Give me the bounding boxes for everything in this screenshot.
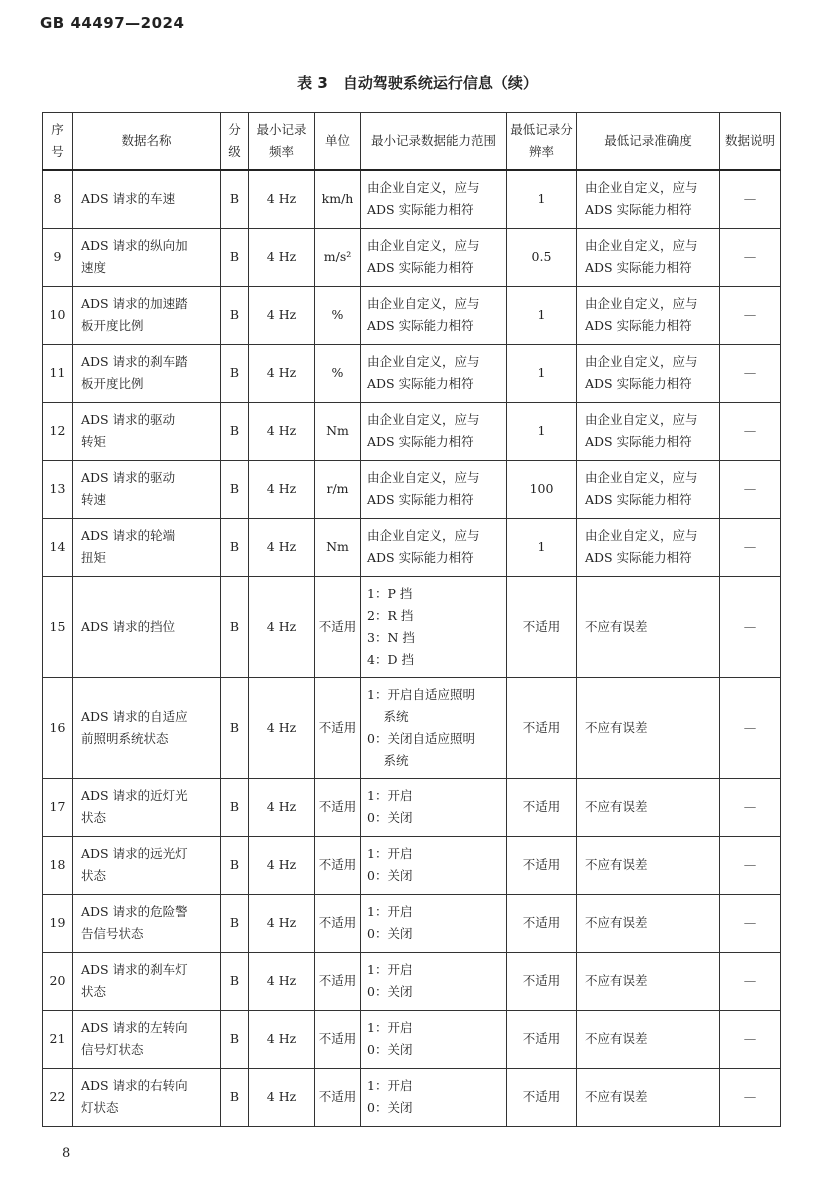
cell-name-line: ADS 请求的车速: [81, 191, 176, 207]
cell-resolution: 不适用: [507, 894, 577, 952]
cell-freq: 4 Hz: [249, 778, 315, 836]
cell-no: 17: [43, 778, 73, 836]
cell-level: B: [221, 576, 249, 677]
cell-freq: 4 Hz: [249, 460, 315, 518]
table-row: [43, 894, 781, 952]
cell-name-line: ADS 请求的远光灯: [81, 846, 188, 861]
cell-no: 10: [43, 286, 73, 344]
table-row: [43, 402, 781, 460]
cell-level: B: [221, 778, 249, 836]
cell-unit: %: [315, 344, 361, 402]
cell-freq: 4 Hz: [249, 228, 315, 286]
cell-accuracy: [577, 894, 720, 952]
cell-range-line: 0：关闭自适应照明: [367, 730, 475, 746]
cell-name-line: ADS 请求的自适应: [81, 708, 188, 724]
cell-range-line: ADS 实际能力相符: [367, 376, 474, 391]
cell-freq: 4 Hz: [249, 286, 315, 344]
cell-level: B: [221, 402, 249, 460]
cell-range: [361, 894, 507, 952]
cell-note: —: [720, 344, 781, 402]
cell-accuracy-line: ADS 实际能力相符: [585, 202, 692, 218]
cell-accuracy-line: 由企业自定义，应与: [585, 412, 698, 427]
cell-range-line: 1：开启: [367, 846, 413, 861]
cell-accuracy-line: ADS 实际能力相符: [585, 434, 692, 449]
cell-resolution: 不适用: [507, 952, 577, 1010]
cell-note: —: [720, 952, 781, 1010]
cell-range: [361, 576, 507, 677]
cell-resolution: 1: [507, 170, 577, 228]
standard-code: GB 44497—2024: [40, 14, 185, 32]
cell-freq: 4 Hz: [249, 344, 315, 402]
cell-level: B: [221, 1010, 249, 1068]
cell-name-line: 扭矩: [81, 550, 107, 565]
cell-no: 8: [43, 170, 73, 228]
cell-accuracy-line: 不应有误差: [585, 799, 648, 814]
cell-level: B: [221, 170, 249, 228]
table-row: [43, 286, 781, 344]
cell-name: [73, 576, 221, 677]
page-number: 8: [62, 1146, 71, 1161]
cell-no: 15: [43, 576, 73, 677]
cell-name-line: 板开度比例: [81, 318, 144, 333]
table-row: [43, 518, 781, 576]
cell-accuracy: [577, 952, 720, 1010]
cell-unit: Nm: [315, 402, 361, 460]
cell-resolution: 不适用: [507, 1010, 577, 1068]
cell-range: [361, 286, 507, 344]
cell-accuracy: [577, 1068, 720, 1126]
cell-accuracy-line: ADS 实际能力相符: [585, 492, 692, 507]
cell-no: 9: [43, 228, 73, 286]
cell-accuracy-line: ADS 实际能力相符: [585, 318, 692, 333]
cell-range-line: 由企业自定义，应与: [367, 238, 480, 253]
cell-accuracy-line: ADS 实际能力相符: [585, 376, 692, 391]
cell-range-line: 0：关闭: [367, 868, 413, 883]
cell-range-line: 1：开启: [367, 788, 413, 803]
col-header-level: 分级: [221, 113, 249, 171]
cell-name: [73, 518, 221, 576]
cell-no: 20: [43, 952, 73, 1010]
table-row: [43, 1068, 781, 1126]
table-row: [43, 576, 781, 677]
cell-freq: 4 Hz: [249, 677, 315, 778]
cell-name-line: ADS 请求的近灯光: [81, 788, 188, 803]
cell-accuracy-line: 不应有误差: [585, 1031, 648, 1046]
cell-freq: 4 Hz: [249, 170, 315, 228]
cell-accuracy-line: ADS 实际能力相符: [585, 550, 692, 565]
table-row: [43, 170, 781, 228]
cell-range-line: 1：开启: [367, 904, 413, 919]
cell-unit: 不适用: [315, 677, 361, 778]
cell-unit: r/m: [315, 460, 361, 518]
cell-range-line: 1：P 挡: [367, 585, 413, 601]
cell-level: B: [221, 518, 249, 576]
cell-range-line: 由企业自定义，应与: [367, 296, 480, 311]
cell-note: —: [720, 1068, 781, 1126]
cell-name: [73, 952, 221, 1010]
cell-name-line: 前照明系统状态: [81, 730, 169, 746]
table-row: [43, 460, 781, 518]
cell-name-line: ADS 请求的驱动: [81, 412, 176, 427]
cell-range-line: ADS 实际能力相符: [367, 492, 474, 507]
cell-resolution: 不适用: [507, 576, 577, 677]
cell-range: [361, 402, 507, 460]
table-row: [43, 836, 781, 894]
cell-note: —: [720, 1010, 781, 1068]
cell-accuracy-line: 不应有误差: [585, 915, 648, 930]
table-header-row: [43, 113, 781, 171]
cell-accuracy-line: 由企业自定义，应与: [585, 180, 698, 196]
cell-range-line: ADS 实际能力相符: [367, 260, 474, 275]
col-header-resolution: 最低记录分辨率: [507, 113, 577, 171]
cell-level: B: [221, 836, 249, 894]
cell-accuracy-line: 不应有误差: [585, 857, 648, 872]
table-body: [43, 170, 781, 1126]
cell-accuracy-line: 不应有误差: [585, 618, 648, 634]
cell-range-line: 0：关闭: [367, 1100, 413, 1115]
cell-range-line: 由企业自定义，应与: [367, 180, 480, 196]
cell-unit: 不适用: [315, 576, 361, 677]
cell-unit: 不适用: [315, 836, 361, 894]
cell-name-line: 告信号状态: [81, 926, 144, 941]
cell-range: [361, 952, 507, 1010]
table-row: [43, 778, 781, 836]
table-row: [43, 677, 781, 778]
cell-freq: 4 Hz: [249, 952, 315, 1010]
cell-accuracy: [577, 677, 720, 778]
cell-level: B: [221, 1068, 249, 1126]
cell-name-line: ADS 请求的左转向: [81, 1020, 188, 1035]
cell-no: 14: [43, 518, 73, 576]
cell-name-line: ADS 请求的刹车踏: [81, 354, 188, 369]
cell-accuracy: [577, 228, 720, 286]
cell-name: [73, 170, 221, 228]
cell-name: [73, 344, 221, 402]
cell-accuracy: [577, 460, 720, 518]
cell-accuracy: [577, 576, 720, 677]
cell-name-line: ADS 请求的轮端: [81, 528, 176, 543]
cell-no: 19: [43, 894, 73, 952]
cell-note: —: [720, 402, 781, 460]
col-header-accuracy: 最低记录准确度: [577, 113, 720, 171]
cell-name: [73, 677, 221, 778]
cell-name-line: 转矩: [81, 434, 107, 449]
cell-accuracy: [577, 836, 720, 894]
cell-range: [361, 677, 507, 778]
cell-accuracy: [577, 778, 720, 836]
cell-resolution: 0.5: [507, 228, 577, 286]
cell-name: [73, 286, 221, 344]
cell-note: —: [720, 778, 781, 836]
cell-resolution: 100: [507, 460, 577, 518]
cell-note: —: [720, 286, 781, 344]
cell-freq: 4 Hz: [249, 518, 315, 576]
cell-resolution: 1: [507, 344, 577, 402]
cell-unit: 不适用: [315, 952, 361, 1010]
cell-name: [73, 460, 221, 518]
cell-resolution: 不适用: [507, 677, 577, 778]
cell-resolution: 不适用: [507, 836, 577, 894]
cell-name-line: 灯状态: [81, 1100, 119, 1115]
cell-unit: 不适用: [315, 1068, 361, 1126]
cell-name: [73, 1010, 221, 1068]
cell-range: [361, 836, 507, 894]
cell-accuracy-line: 不应有误差: [585, 719, 648, 735]
cell-note: —: [720, 677, 781, 778]
cell-note: —: [720, 836, 781, 894]
cell-accuracy-line: 由企业自定义，应与: [585, 470, 698, 485]
cell-unit: %: [315, 286, 361, 344]
cell-note: —: [720, 170, 781, 228]
cell-name: [73, 402, 221, 460]
cell-level: B: [221, 344, 249, 402]
cell-accuracy: [577, 286, 720, 344]
cell-name-line: 板开度比例: [81, 376, 144, 391]
cell-accuracy: [577, 518, 720, 576]
cell-name: [73, 836, 221, 894]
col-header-unit: 单位: [315, 113, 361, 171]
col-header-range: 最小记录数据能力范围: [361, 113, 507, 171]
cell-unit: km/h: [315, 170, 361, 228]
cell-range-line: 1：开启: [367, 962, 413, 977]
table-title: 表 3 自动驾驶系统运行信息（续）: [297, 74, 538, 92]
cell-name-line: ADS 请求的纵向加: [81, 238, 188, 253]
cell-accuracy: [577, 170, 720, 228]
col-header-name: 数据名称: [73, 113, 221, 171]
cell-name-line: 状态: [81, 810, 107, 825]
cell-range: [361, 778, 507, 836]
cell-freq: 4 Hz: [249, 836, 315, 894]
cell-range-line: 1：开启: [367, 1020, 413, 1035]
cell-name: [73, 778, 221, 836]
cell-accuracy: [577, 344, 720, 402]
col-header-no: 序号: [43, 113, 73, 171]
cell-accuracy-line: ADS 实际能力相符: [585, 260, 692, 275]
cell-no: 22: [43, 1068, 73, 1126]
cell-range: [361, 170, 507, 228]
cell-range-line: 1：开启自适应照明: [367, 686, 475, 702]
cell-no: 18: [43, 836, 73, 894]
cell-unit: 不适用: [315, 894, 361, 952]
cell-range-line: 0：关闭: [367, 1042, 413, 1057]
cell-name-line: ADS 请求的危险警: [81, 904, 188, 919]
cell-accuracy-line: 不应有误差: [585, 1089, 648, 1104]
cell-range-line: ADS 实际能力相符: [367, 202, 474, 218]
table-row: [43, 1010, 781, 1068]
cell-range-line: ADS 实际能力相符: [367, 318, 474, 333]
cell-freq: 4 Hz: [249, 894, 315, 952]
cell-name-line: 转速: [81, 492, 107, 507]
cell-unit: 不适用: [315, 778, 361, 836]
cell-resolution: 不适用: [507, 1068, 577, 1126]
cell-range: [361, 1068, 507, 1126]
cell-unit: m/s²: [315, 228, 361, 286]
cell-range-line: 0：关闭: [367, 926, 413, 941]
table-row: [43, 228, 781, 286]
cell-name-line: 状态: [81, 868, 107, 883]
cell-accuracy-line: 由企业自定义，应与: [585, 354, 698, 369]
cell-level: B: [221, 286, 249, 344]
cell-accuracy: [577, 1010, 720, 1068]
cell-range-line: 3：N 挡: [367, 629, 415, 645]
cell-resolution: 1: [507, 518, 577, 576]
cell-accuracy-line: 由企业自定义，应与: [585, 528, 698, 543]
cell-range-line: ADS 实际能力相符: [367, 434, 474, 449]
cell-range-line: 由企业自定义，应与: [367, 412, 480, 427]
cell-note: —: [720, 460, 781, 518]
cell-range: [361, 1010, 507, 1068]
cell-range: [361, 518, 507, 576]
cell-range-line: 系统: [367, 708, 409, 724]
cell-level: B: [221, 952, 249, 1010]
cell-range-line: 由企业自定义，应与: [367, 354, 480, 369]
cell-accuracy-line: 不应有误差: [585, 973, 648, 988]
cell-no: 13: [43, 460, 73, 518]
cell-accuracy: [577, 402, 720, 460]
cell-range-line: 2：R 挡: [367, 607, 414, 623]
cell-range: [361, 344, 507, 402]
cell-range-line: ADS 实际能力相符: [367, 550, 474, 565]
cell-range-line: 0：关闭: [367, 984, 413, 999]
cell-no: 21: [43, 1010, 73, 1068]
cell-level: B: [221, 228, 249, 286]
cell-freq: 4 Hz: [249, 1010, 315, 1068]
cell-range-line: 系统: [367, 752, 409, 768]
cell-name-line: ADS 请求的驱动: [81, 470, 176, 485]
col-header-note: 数据说明: [720, 113, 781, 171]
cell-resolution: 1: [507, 286, 577, 344]
cell-accuracy-line: 由企业自定义，应与: [585, 238, 698, 253]
table-row: [43, 344, 781, 402]
cell-resolution: 1: [507, 402, 577, 460]
cell-range: [361, 228, 507, 286]
cell-name-line: ADS 请求的挡位: [81, 618, 176, 634]
cell-name-line: 状态: [81, 984, 107, 999]
col-header-freq: 最小记录频率: [249, 113, 315, 171]
cell-no: 11: [43, 344, 73, 402]
cell-range-line: 由企业自定义，应与: [367, 528, 480, 543]
cell-freq: 4 Hz: [249, 576, 315, 677]
cell-name-line: 信号灯状态: [81, 1042, 144, 1057]
cell-accuracy-line: 由企业自定义，应与: [585, 296, 698, 311]
table-row: [43, 952, 781, 1010]
cell-level: B: [221, 894, 249, 952]
cell-name: [73, 228, 221, 286]
cell-name-line: ADS 请求的刹车灯: [81, 962, 188, 977]
cell-unit: 不适用: [315, 1010, 361, 1068]
cell-no: 12: [43, 402, 73, 460]
cell-name: [73, 894, 221, 952]
cell-unit: Nm: [315, 518, 361, 576]
cell-level: B: [221, 460, 249, 518]
cell-range: [361, 460, 507, 518]
cell-range-line: 4：D 挡: [367, 651, 414, 667]
cell-range-line: 0：关闭: [367, 810, 413, 825]
cell-level: B: [221, 677, 249, 778]
cell-note: —: [720, 518, 781, 576]
cell-no: 16: [43, 677, 73, 778]
cell-note: —: [720, 228, 781, 286]
cell-note: —: [720, 576, 781, 677]
cell-freq: 4 Hz: [249, 402, 315, 460]
cell-name-line: ADS 请求的右转向: [81, 1078, 188, 1093]
cell-resolution: 不适用: [507, 778, 577, 836]
cell-range-line: 1：开启: [367, 1078, 413, 1093]
cell-freq: 4 Hz: [249, 1068, 315, 1126]
cell-name-line: ADS 请求的加速踏: [81, 296, 188, 311]
cell-range-line: 由企业自定义，应与: [367, 470, 480, 485]
cell-name-line: 速度: [81, 260, 107, 275]
ads-info-table: [42, 112, 781, 1127]
cell-note: —: [720, 894, 781, 952]
cell-name: [73, 1068, 221, 1126]
